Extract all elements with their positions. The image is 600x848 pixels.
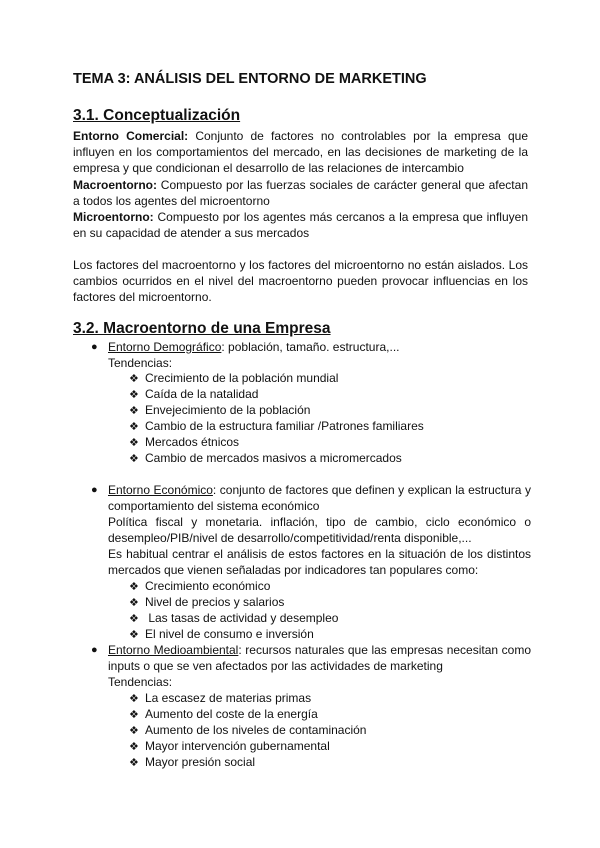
- list-item: ❖ Mayor presión social: [129, 755, 256, 769]
- economico-paragraph-1: Política fiscal y monetaria. inflación, tipo de cambio, ciclo económico o desempleo/PIB/nivel de desarrollo/competitividad/renta disponible,...: [108, 515, 531, 545]
- bullet-dot-icon: ●: [91, 644, 98, 656]
- diamond-bullet-icon: ❖: [129, 629, 139, 641]
- diamond-bullet-icon: ❖: [129, 437, 139, 449]
- list-item: ❖ Aumento del coste de la energía: [129, 707, 318, 721]
- diamond-bullet-icon: ❖: [129, 613, 139, 625]
- label-entorno-economico: Entorno Económico: [108, 483, 213, 497]
- bullet-dot-icon: ●: [91, 341, 98, 353]
- definition-entorno-comercial: [73, 128, 528, 176]
- diamond-bullet-icon: ❖: [129, 693, 139, 705]
- note-paragraph: Los factores del macroentorno y los factores del microentorno no están aislados. Los cambios ocurridos en el nivel del macroentorno pueden provocar influencias en los factores del microentorno.: [73, 258, 528, 304]
- desc-entorno-demografico: : población, tamaño. estructura,...: [221, 340, 400, 354]
- label-entorno-demografico: Entorno Demográfico: [108, 340, 222, 354]
- diamond-bullet-icon: ❖: [129, 597, 139, 609]
- diamond-bullet-icon: ❖: [129, 421, 139, 433]
- list-item: ❖ Cambio de mercados masivos a micromercados: [129, 451, 402, 465]
- definition-text: Compuesto por las fuerzas sociales de carácter general que afectan a todos los agentes del microentorno: [73, 178, 528, 208]
- diamond-bullet-icon: ❖: [129, 725, 139, 737]
- diamond-bullet-icon: ❖: [129, 389, 139, 401]
- definition-macroentorno: [73, 177, 528, 209]
- definition-microentorno: [73, 209, 528, 241]
- list-item: ❖ Nivel de precios y salarios: [129, 595, 285, 609]
- economico-paragraph-2: Es habitual centrar el análisis de estos factores en la situación de los distintos mercados que vienen señaladas por indicadores tan populares como:: [108, 547, 531, 577]
- section-heading-macroentorno: 3.2. Macroentorno de una Empresa: [73, 320, 331, 337]
- list-item: ❖ Mercados étnicos: [129, 435, 240, 449]
- diamond-bullet-icon: ❖: [129, 741, 139, 753]
- desc-entorno-economico: : conjunto de factores que definen y explican la estructura y comportamiento del sistema económico: [108, 483, 531, 513]
- diamond-bullet-icon: ❖: [129, 373, 139, 385]
- list-item: ❖ Caída de la natalidad: [129, 387, 259, 401]
- list-item: ❖ Crecimiento de la población mundial: [129, 371, 339, 385]
- list-item: ❖ Las tasas de actividad y desempleo: [129, 611, 339, 625]
- list-item: ❖ La escasez de materias primas: [129, 691, 312, 705]
- list-item: ❖ Mayor intervención gubernamental: [129, 739, 330, 753]
- diamond-bullet-icon: ❖: [129, 581, 139, 593]
- list-item: ❖ Crecimiento económico: [129, 579, 271, 593]
- definition-text: Conjunto de factores no controlables por la empresa que influyen en los comportamientos del mercado, en las decisiones de marketing de la empresa y que condicionan el desarrollo de las relaciones de intercambio: [73, 129, 528, 175]
- diamond-bullet-icon: ❖: [129, 709, 139, 721]
- list-item: ❖ Cambio de la estructura familiar /Patrones familiares: [129, 419, 424, 433]
- list-item: ❖ Envejecimiento de la población: [129, 403, 311, 417]
- diamond-bullet-icon: ❖: [129, 405, 139, 417]
- term-entorno-comercial: Entorno Comercial:: [73, 129, 189, 143]
- list-item: ❖ El nivel de consumo e inversión: [129, 627, 314, 641]
- label-entorno-medioambiental: Entorno Medioambiental: [108, 643, 239, 657]
- definition-text: Compuesto por los agentes más cercanos a la empresa que influyen en su capacidad de atender a sus mercados: [73, 210, 528, 240]
- diamond-bullet-icon: ❖: [129, 757, 139, 769]
- term-microentorno: Microentorno:: [73, 210, 154, 224]
- list-item: ❖ Aumento de los niveles de contaminación: [129, 723, 367, 737]
- tendencias-label: Tendencias:: [108, 356, 173, 370]
- page-title: TEMA 3: ANÁLISIS DEL ENTORNO DE MARKETING: [73, 71, 427, 87]
- desc-entorno-medioambiental: : recursos naturales que las empresas necesitan como inputs o que se ven afectados por las actividades de marketing: [108, 643, 532, 673]
- tendencias-label: Tendencias:: [108, 675, 173, 689]
- section-heading-conceptualizacion: 3.1. Conceptualización: [73, 107, 241, 124]
- bullet-dot-icon: ●: [91, 484, 98, 496]
- diamond-bullet-icon: ❖: [129, 453, 139, 465]
- term-macroentorno: Macroentorno:: [73, 178, 157, 192]
